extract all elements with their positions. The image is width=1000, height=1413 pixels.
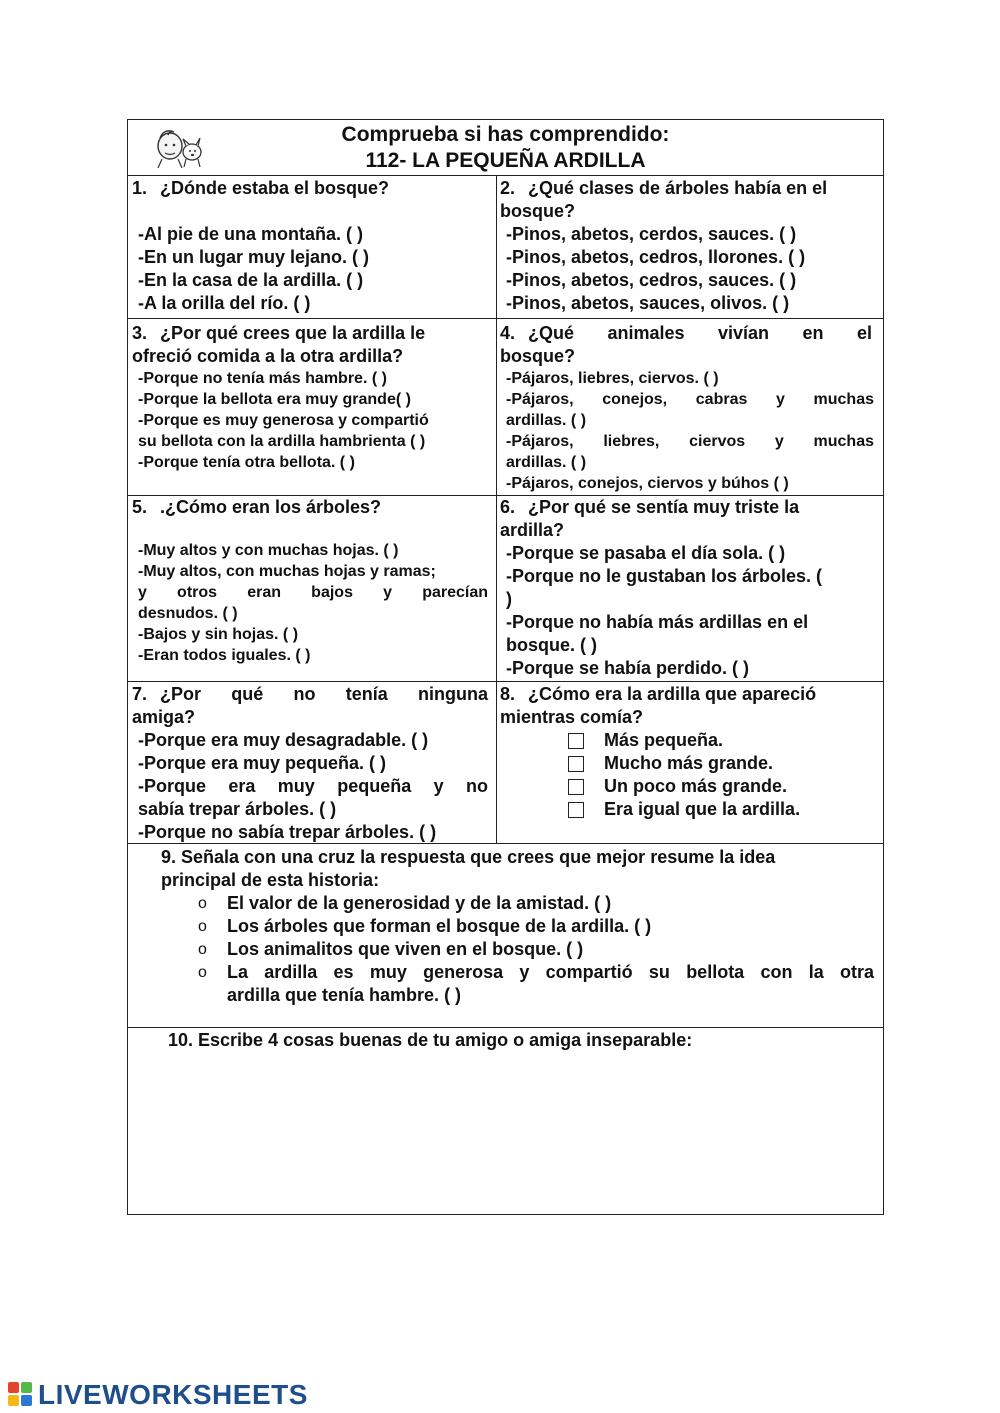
answer-option-continued[interactable]: desnudos. ( ) [138,605,238,622]
answer-option[interactable]: -Porque tenía otra bellota. ( ) [138,454,355,471]
question-number: 6. [500,497,516,517]
answer-option[interactable]: -Muy altos, con muchas hojas y ramas; [138,563,436,580]
answer-option[interactable]: -Pájaros, conejos, cabras y muchas [506,391,874,408]
answer-option[interactable]: -Pájaros, liebres, ciervos y muchas [506,433,874,450]
question-number: 4. [500,323,516,343]
answer-option[interactable]: -Porque no tenía más hambre. ( ) [138,370,387,387]
worksheet-header [128,120,883,175]
question-number: 8. [500,684,516,704]
question-number: 1. [132,178,148,198]
answer-option[interactable]: -Porque no le gustaban los árboles. ( [506,566,823,586]
answer-option[interactable]: -Porque se pasaba el día sola. ( ) [506,543,786,563]
question-text: ardilla? [500,520,565,540]
answer-option-continued[interactable]: y otros eran bajos y parecían [138,584,488,601]
answer-option[interactable]: -Pinos, abetos, cedros, sauces. ( ) [506,270,797,290]
question-text: ¿Por qué no tenía ninguna [160,684,488,704]
answer-option[interactable]: -Porque es muy generosa y compartió [138,412,429,429]
question-text: ¿Por qué se sentía muy triste la [528,497,800,517]
radio-circle-icon[interactable]: o [198,918,207,935]
answer-option-continued[interactable]: ) [506,589,512,609]
answer-option[interactable]: -Porque no había más ardillas en el [506,612,809,632]
question-6 [500,496,874,680]
answer-option[interactable]: -Pájaros, liebres, ciervos. ( ) [506,370,719,387]
answer-option-continued[interactable]: ardillas. ( ) [506,412,587,429]
question-text: .¿Cómo eran los árboles? [160,497,382,517]
question-9 [161,846,874,1026]
option-label-continued: ardilla que tenía hambre. ( ) [227,985,462,1005]
checkbox[interactable] [568,733,584,749]
answer-option[interactable]: -Porque se había perdido. ( ) [506,658,750,678]
radio-option[interactable] [161,961,874,984]
question-text: ofreció comida a la otra ardilla? [132,346,404,366]
question-text: ¿Qué animales vivían en el [528,323,872,343]
answer-option[interactable]: -Bajos y sin hojas. ( ) [138,626,299,643]
answer-option[interactable]: -Porque era muy pequeña y no [138,776,488,796]
answer-option[interactable]: -Pájaros, conejos, ciervos y búhos ( ) [506,475,789,492]
answer-option[interactable]: -Eran todos iguales. ( ) [138,647,311,664]
logo-text: LIVEWORKSHEETS [38,1379,308,1410]
divider [128,175,883,176]
answer-option-continued[interactable]: ardillas. ( ) [506,454,587,471]
radio-circle-icon[interactable]: o [198,941,207,958]
divider [128,318,883,319]
question-7 [132,683,488,842]
answer-option-continued[interactable]: bosque. ( ) [506,635,597,655]
answer-option[interactable]: -Muy altos y con muchas hojas. ( ) [138,542,399,559]
divider [128,1027,883,1028]
question-text: bosque? [500,346,575,366]
answer-option[interactable]: -Pinos, abetos, cerdos, sauces. ( ) [506,224,797,244]
story-title: 112- LA PEQUEÑA ARDILLA [365,149,646,172]
answer-option[interactable]: -En un lugar muy lejano. ( ) [138,247,370,267]
radio-circle-icon[interactable]: o [198,895,207,912]
question-text: ¿Por qué crees que la ardilla le [160,323,426,343]
checkbox-label: Mucho más grande. [604,753,774,773]
answer-option[interactable]: -Porque la bellota era muy grande( ) [138,391,411,408]
liveworksheets-logo [8,1378,308,1412]
checkbox-option[interactable] [500,775,874,798]
question-text: amiga? [132,707,196,727]
question-number: 7. [132,684,148,704]
option-label: La ardilla es muy generosa y compartió su bellota con la otra [227,962,874,982]
question-number: 5. [132,497,148,517]
question-10 [168,1029,874,1209]
checkbox[interactable] [568,756,584,772]
answer-option-continued[interactable]: sabía trepar árboles. ( ) [138,799,337,819]
option-label: Los árboles que forman el bosque de la ardilla. ( ) [227,916,652,936]
question-text: ¿Qué clases de árboles había en el [528,178,828,198]
checkbox[interactable] [568,802,584,818]
question-number: 2. [500,178,516,198]
answer-option[interactable]: -En la casa de la ardilla. ( ) [138,270,364,290]
checkbox-label: Más pequeña. [604,730,724,750]
worksheet-title: Comprueba si has comprendido: [341,123,670,146]
worksheet-table [127,119,884,1215]
checkbox[interactable] [568,779,584,795]
answer-option[interactable]: -Porque era muy pequeña. ( ) [138,753,387,773]
answer-option[interactable]: -Pinos, abetos, cedros, llorones. ( ) [506,247,806,267]
answer-option-continued[interactable]: su bellota con la ardilla hambrienta ( ) [138,433,426,450]
answer-option[interactable]: -Al pie de una montaña. ( ) [138,224,364,244]
question-5 [132,496,488,680]
answer-option[interactable]: -A la orilla del río. ( ) [138,293,311,313]
question-text: ¿Cómo era la ardilla que apareció [528,684,817,704]
option-label: Los animalitos que viven en el bosque. ( ) [227,939,584,959]
question-text: bosque? [500,201,575,221]
question-number: 3. [132,323,148,343]
option-label: El valor de la generosidad y de la amistad. ( ) [227,893,612,913]
radio-circle-icon[interactable]: o [198,964,207,981]
answer-option[interactable]: -Pinos, abetos, sauces, olivos. ( ) [506,293,790,313]
question-text: 9. Señala con una cruz la respuesta que crees que mejor resume la idea [161,847,776,867]
radio-option[interactable] [161,938,874,961]
question-3 [132,322,488,494]
divider [128,681,883,682]
question-1 [132,177,494,317]
answer-option[interactable]: -Porque era muy desagradable. ( ) [138,730,429,750]
logo-mark-icon [8,1382,34,1408]
column-divider [496,175,497,843]
answer-option[interactable]: -Porque no sabía trepar árboles. ( ) [138,822,437,842]
question-text: 10. Escribe 4 cosas buenas de tu amigo o amiga inseparable: [168,1030,693,1050]
question-text: principal de esta historia: [161,870,380,890]
question-text: ¿Dónde estaba el bosque? [160,178,390,198]
checkbox-option[interactable] [500,752,874,775]
checkbox-label: Era igual que la ardilla. [604,799,801,819]
radio-option[interactable] [161,915,874,938]
radio-option[interactable] [161,892,874,915]
question-4 [500,322,874,494]
checkbox-option[interactable] [500,729,874,752]
checkbox-label: Un poco más grande. [604,776,788,796]
question-8 [500,683,874,842]
answer-area[interactable] [168,1052,874,1192]
question-2 [500,177,874,317]
checkbox-option[interactable] [500,798,874,821]
question-text: mientras comía? [500,707,644,727]
